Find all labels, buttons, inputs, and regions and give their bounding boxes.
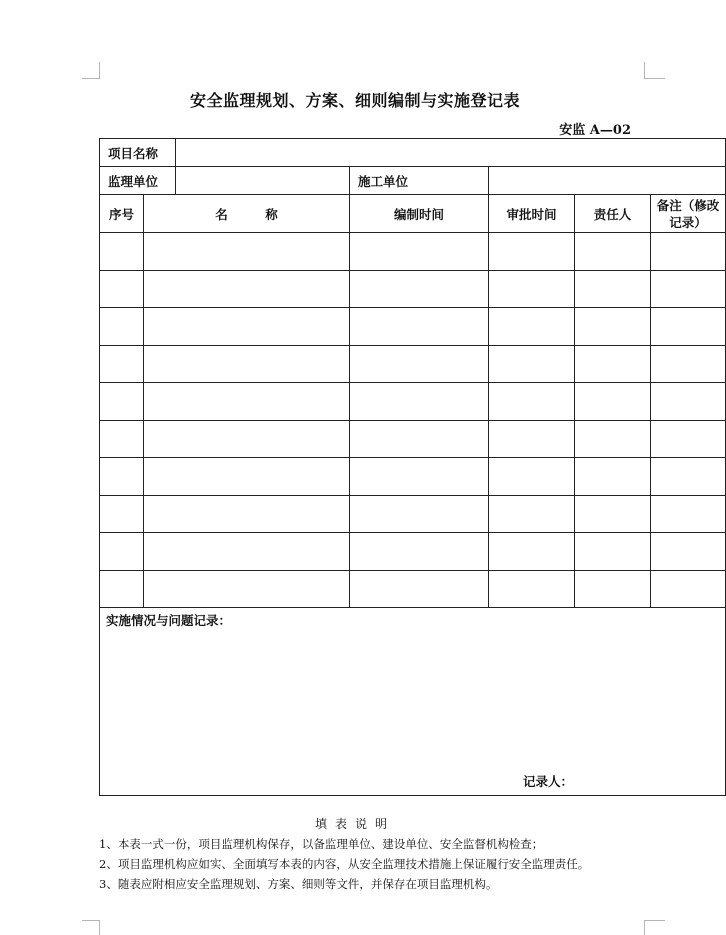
name-cell[interactable] <box>144 383 350 421</box>
compile-time-cell[interactable] <box>350 270 489 308</box>
remark-cell[interactable] <box>651 570 726 608</box>
crop-mark-bottom-left <box>82 920 100 935</box>
header-responsible: 责任人 <box>575 195 651 233</box>
approve-time-cell[interactable] <box>489 570 575 608</box>
approve-time-cell[interactable] <box>489 308 575 346</box>
header-name: 名 称 <box>144 195 350 233</box>
table-row <box>100 570 726 608</box>
project-name-field[interactable] <box>176 139 726 167</box>
responsible-cell[interactable] <box>575 270 651 308</box>
table-row <box>100 420 726 458</box>
table-row <box>100 345 726 383</box>
explanation-list <box>99 834 589 894</box>
registration-table <box>99 138 726 796</box>
approve-time-cell[interactable] <box>489 495 575 533</box>
crop-mark-top-left <box>82 62 100 79</box>
explanation-item-1: 1、本表一式一份，项目监理机构保存，以备监理单位、建设单位、安全监督机构检查； <box>99 837 544 851</box>
responsible-cell[interactable] <box>575 383 651 421</box>
compile-time-cell[interactable] <box>350 345 489 383</box>
responsible-cell[interactable] <box>575 233 651 271</box>
name-cell[interactable] <box>144 233 350 271</box>
seq-cell[interactable] <box>100 233 144 271</box>
remark-cell[interactable] <box>651 420 726 458</box>
name-cell[interactable] <box>144 533 350 571</box>
remark-cell[interactable] <box>651 458 726 496</box>
table-header-row <box>100 195 726 233</box>
approve-time-cell[interactable] <box>489 233 575 271</box>
remark-cell[interactable] <box>651 270 726 308</box>
notes-field[interactable] <box>100 608 726 796</box>
remark-cell[interactable] <box>651 233 726 271</box>
table-row <box>100 270 726 308</box>
table-row <box>100 383 726 421</box>
seq-cell[interactable] <box>100 345 144 383</box>
document-title: 安全监理规划、方案、细则编制与实施登记表 <box>189 91 520 110</box>
compile-time-cell[interactable] <box>350 233 489 271</box>
approve-time-cell[interactable] <box>489 458 575 496</box>
table-row <box>100 233 726 271</box>
seq-cell[interactable] <box>100 420 144 458</box>
header-approve-time: 审批时间 <box>489 195 575 233</box>
responsible-cell[interactable] <box>575 420 651 458</box>
supervision-unit-label: 监理单位 <box>100 167 176 195</box>
table-body <box>100 233 726 608</box>
approve-time-cell[interactable] <box>489 383 575 421</box>
remark-cell[interactable] <box>651 495 726 533</box>
seq-cell[interactable] <box>100 458 144 496</box>
seq-cell[interactable] <box>100 308 144 346</box>
units-row <box>100 167 726 195</box>
header-remark <box>651 195 726 233</box>
compile-time-cell[interactable] <box>350 570 489 608</box>
responsible-cell[interactable] <box>575 570 651 608</box>
notes-label: 实施情况与问题记录： <box>106 613 232 628</box>
crop-mark-top-right <box>644 62 665 79</box>
seq-cell[interactable] <box>100 570 144 608</box>
name-cell[interactable] <box>144 458 350 496</box>
header-compile-time: 编制时间 <box>350 195 489 233</box>
compile-time-cell[interactable] <box>350 458 489 496</box>
name-cell[interactable] <box>144 495 350 533</box>
name-cell[interactable] <box>144 420 350 458</box>
approve-time-cell[interactable] <box>489 420 575 458</box>
name-cell[interactable] <box>144 270 350 308</box>
compile-time-cell[interactable] <box>350 495 489 533</box>
table-row <box>100 495 726 533</box>
notes-row <box>100 608 726 796</box>
supervision-unit-field[interactable] <box>176 167 350 195</box>
project-name-label: 项目名称 <box>100 139 176 167</box>
remark-cell[interactable] <box>651 533 726 571</box>
construction-unit-field[interactable] <box>489 167 726 195</box>
explanation-item-3: 3、随表应附相应安全监理规划、方案、细则等文件，并保存在项目监理机构。 <box>99 877 498 891</box>
header-remark-line2: 记录） <box>669 214 707 230</box>
compile-time-cell[interactable] <box>350 308 489 346</box>
explanation-item-2: 2、项目监理机构应如实、全面填写本表的内容，从安全监理技术措施上保证履行安全监理责任。 <box>99 857 590 871</box>
remark-cell[interactable] <box>651 383 726 421</box>
name-cell[interactable] <box>144 570 350 608</box>
approve-time-cell[interactable] <box>489 345 575 383</box>
seq-cell[interactable] <box>100 270 144 308</box>
header-remark-line1: 备注（修改 <box>656 197 720 213</box>
construction-unit-label: 施工单位 <box>350 167 489 195</box>
name-cell[interactable] <box>144 345 350 383</box>
name-cell[interactable] <box>144 308 350 346</box>
compile-time-cell[interactable] <box>350 420 489 458</box>
seq-cell[interactable] <box>100 533 144 571</box>
seq-cell[interactable] <box>100 495 144 533</box>
table-row <box>100 458 726 496</box>
responsible-cell[interactable] <box>575 308 651 346</box>
table-row <box>100 533 726 571</box>
remark-cell[interactable] <box>651 308 726 346</box>
compile-time-cell[interactable] <box>350 383 489 421</box>
responsible-cell[interactable] <box>575 345 651 383</box>
crop-mark-bottom-right <box>644 920 665 935</box>
approve-time-cell[interactable] <box>489 270 575 308</box>
header-seq: 序号 <box>100 195 144 233</box>
responsible-cell[interactable] <box>575 495 651 533</box>
responsible-cell[interactable] <box>575 533 651 571</box>
responsible-cell[interactable] <box>575 458 651 496</box>
recorder-label: 记录人： <box>523 774 574 789</box>
approve-time-cell[interactable] <box>489 533 575 571</box>
table-row <box>100 308 726 346</box>
remark-cell[interactable] <box>651 345 726 383</box>
compile-time-cell[interactable] <box>350 533 489 571</box>
seq-cell[interactable] <box>100 383 144 421</box>
explanation-title: 填表说明 <box>314 817 395 831</box>
project-name-row <box>100 139 726 167</box>
form-code: 安监 A—02 <box>559 123 631 138</box>
